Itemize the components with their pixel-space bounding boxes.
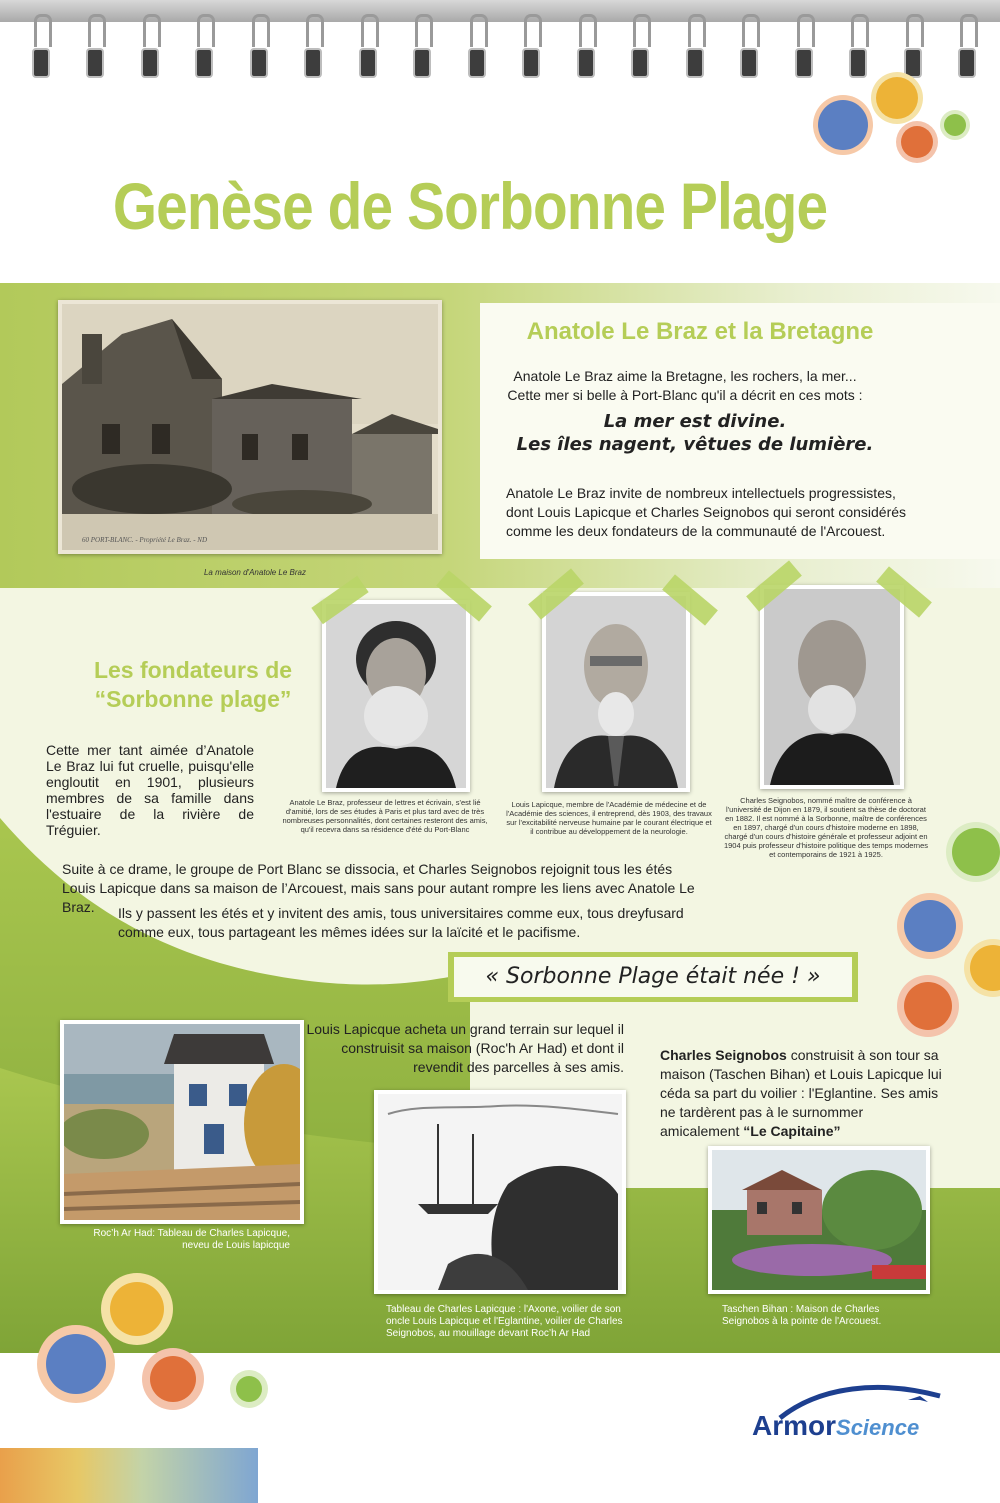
binder-ring xyxy=(413,14,431,68)
binder-ring xyxy=(577,14,595,68)
decor-dot-blue xyxy=(46,1334,106,1394)
binder-ring xyxy=(195,14,213,68)
decor-dot-green xyxy=(236,1376,262,1402)
anatole-para-line: comme les deux fondateurs de la communauté de l'Arcouest. xyxy=(506,523,886,539)
decor-dot-green xyxy=(944,114,966,136)
decor-dot-orange xyxy=(904,982,952,1030)
binder-ring xyxy=(86,14,104,68)
portrait-image xyxy=(326,604,466,788)
binder-ring xyxy=(359,14,377,68)
anatole-heading: Anatole Le Braz et la Bretagne xyxy=(526,318,874,345)
anatole-intro-line1: Anatole Le Braz aime la Bretagne, les rochers, la mer... xyxy=(513,368,857,384)
rainbow-strip xyxy=(0,1448,258,1503)
postcard-caption: 60 PORT-BLANC. - Propriété Le Braz. - ND xyxy=(82,536,208,544)
anatole-intro xyxy=(480,367,890,405)
seignobos-text xyxy=(660,1046,944,1141)
binder-ring xyxy=(958,14,976,68)
photo-sketch-boats xyxy=(374,1090,626,1294)
binder-ring xyxy=(631,14,649,68)
anatole-paragraph xyxy=(506,484,946,541)
binder-ring xyxy=(849,14,867,68)
decor-dot-orange xyxy=(901,126,933,158)
portrait-caption-lapicque: Louis Lapicque, membre de l'Académie de médecine et de l'Académie des sciences, il entreprend, dès 1903, des travaux sur l'excitabilité nerveuse humaine par le courant électrique et il contribue au développement de la neurologie. xyxy=(506,800,712,836)
photo-taschen-bihan xyxy=(708,1146,930,1294)
binder-ring xyxy=(32,14,50,68)
decor-dot-green xyxy=(952,828,1000,876)
founders-heading-line1: Les fondateurs de xyxy=(93,657,293,683)
decor-dot-blue xyxy=(904,900,956,952)
binder-ring xyxy=(304,14,322,68)
binder-ring xyxy=(740,14,758,68)
founders-heading-line2: “Sorbonne plage” xyxy=(94,686,292,712)
binder-ring xyxy=(250,14,268,68)
photo-caption: La maison d'Anatole Le Braz xyxy=(203,568,307,577)
caption-sketch: Tableau de Charles Lapicque : l'Axone, voilier de son oncle Louis Lapicque et l'Eglantine, voilier de Charles Seignobos, au mouillage devant Roc’h Ar Had xyxy=(386,1304,623,1339)
portrait-image xyxy=(764,589,900,785)
painting-image xyxy=(64,1024,300,1220)
binder-ring xyxy=(141,14,159,68)
quote-line2: Les îles nagent, vêtues de lumière. xyxy=(516,434,874,455)
decor-dot-blue xyxy=(818,100,868,150)
logo-part2: Science xyxy=(836,1415,920,1440)
caption-taschen-bihan: Taschen Bihan : Maison de Charles Seignobos à la pointe de l'Arcouest. xyxy=(722,1304,882,1327)
armorscience-logo xyxy=(752,1410,952,1442)
seignobos-nickname: “Le Capitaine” xyxy=(743,1123,841,1139)
sketch-image xyxy=(378,1094,622,1290)
anatole-para-line: dont Louis Lapicque et Charles Seignobos qui seront considérés xyxy=(506,504,907,520)
decor-dot-yellow xyxy=(876,77,918,119)
house-photo-image xyxy=(712,1150,926,1290)
caption-painting: Roc’h Ar Had: Tableau de Charles Lapicque, neveu de Louis lapicque xyxy=(93,1228,290,1251)
logo-part1: Armor xyxy=(752,1410,837,1441)
seignobos-name: Charles Seignobos xyxy=(660,1047,787,1063)
binder-ring xyxy=(468,14,486,68)
photo-painting-roch-ar-had xyxy=(60,1020,304,1224)
anatole-quote xyxy=(480,410,910,456)
banner-text: « Sorbonne Plage était née ! » xyxy=(454,957,852,997)
decor-dot-orange xyxy=(150,1356,196,1402)
portrait-caption-le-braz: Anatole Le Braz, professeur de lettres et écrivain, s'est lié d'amitié, lors de ses études à Paris et plus tard avec de très nombreuses personnalités, dont certaines resteront des amis, qu'il recevra dans sa résidence d'été du Port-Blanc xyxy=(282,798,488,834)
lapicque-text: Louis Lapicque acheta un grand terrain sur lequel il construisit sa maison (Roc'h Ar Had) et dont il revendit des parcelles à ses amis. xyxy=(306,1021,624,1075)
seignobos-body: construisit à son tour sa maison (Taschen Bihan) et Louis Lapicque lui céda sa part du voilier : l'Eglantine. Ses amis ne tardèrent pas à le surnommer amicalement xyxy=(660,1047,942,1139)
founders-heading xyxy=(60,656,326,714)
founders-para2: Suite à ce drame, le groupe de Port Blanc se dissocia, et Charles Seignobos rejoignit tous les étés Louis Lapicque dans sa maison de l’Arcouest, mais sans pour autant rompre les liens avec Anatole Le Braz. xyxy=(62,861,695,915)
house-illustration xyxy=(62,304,438,550)
binder-ring xyxy=(686,14,704,68)
binder-ring xyxy=(795,14,813,68)
portrait-lapicque xyxy=(542,592,690,792)
binder-ring xyxy=(522,14,540,68)
portrait-image xyxy=(546,596,686,788)
portrait-caption-seignobos: Charles Seignobos, nommé maître de conférence à l'université de Dijon en 1879, il soutient sa thèse de doctorat en 1882. Il est nommé à la Sorbonne, maître de conférences en 1897, chargé d'un cours d'histoire moderne en 1898, chargé d'un cours d'histoire générale et professeur adjoint en 1904 puis professeur d'histoire politique des temps modernes et contemporains de 1921 à 1925. xyxy=(723,796,929,859)
founders-paragraph: Cette mer tant aimée d’Anatole Le Braz lui fut cruelle, puisqu'elle engloutit en 1901, plusieurs membres de sa famille dans l'estuaire de la rivière de Tréguier. xyxy=(46,742,254,838)
anatole-para-line: Anatole Le Braz invite de nombreux intellectuels progressistes, xyxy=(506,485,896,501)
decor-dot-yellow xyxy=(110,1282,164,1336)
portrait-le-braz xyxy=(322,600,470,792)
quote-line1: La mer est divine. xyxy=(603,411,787,432)
photo-le-braz-house xyxy=(58,300,442,554)
founders-para3: Ils y passent les étés et y invitent des amis, tous universitaires comme eux, tous dreyfusard comme eux, tous partageant les mêmes idées sur la laïcité et le pacifisme. xyxy=(118,905,684,940)
anatole-intro-line2: Cette mer si belle à Port-Blanc qu'il a décrit en ces mots : xyxy=(507,387,863,403)
portrait-seignobos xyxy=(760,585,904,789)
page-title: Genèse de Sorbonne Plage xyxy=(112,169,828,243)
binder-ring xyxy=(904,14,922,68)
